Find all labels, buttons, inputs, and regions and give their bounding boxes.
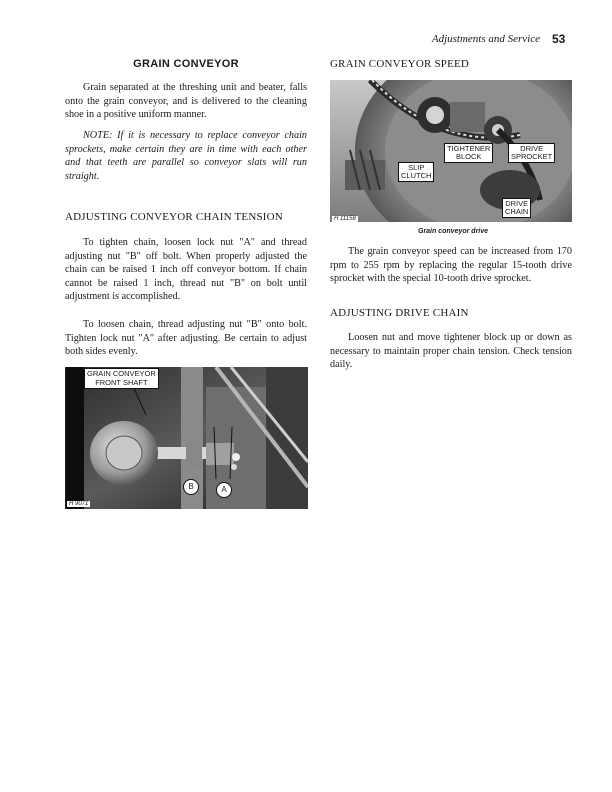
- tightener-block-callout: TIGHTENER BLOCK: [444, 143, 493, 163]
- conveyor-speed-heading: GRAIN CONVEYOR SPEED: [330, 58, 470, 70]
- running-head: Adjustments and Service: [431, 33, 540, 45]
- sprocket-note: NOTE: If it is necessary to replace conveyor chain sprockets, make certain they are in time with each other and that teeth are parallel so conveyor slats will run straight.: [65, 130, 307, 182]
- photo-1-figure-number: H 9071: [69, 501, 89, 507]
- page-number: 53: [552, 32, 566, 46]
- drive-chain-callout: DRIVE CHAIN: [502, 198, 531, 218]
- drive-chain-heading: ADJUSTING DRIVE CHAIN: [330, 307, 469, 319]
- drive-chain-paragraph: Loosen nut and move tightener block up or down as necessary to maintain proper chain tension. Check tension daily.: [330, 332, 572, 371]
- tighten-chain-paragraph: To tighten chain, loosen lock nut "A" and thread adjusting nut "B" off bolt. When properly adjusted the chain can be raised 1 inch off conveyor bottom. If chain cannot be raised 1 inch, thread nut "B" on bolt until adjustment is accomplished.: [65, 237, 307, 303]
- drive-sprocket-callout: DRIVE SPROCKET: [508, 143, 555, 163]
- conveyor-drive-caption: Grain conveyor drive: [418, 228, 489, 235]
- grain-conveyor-front-shaft-callout: GRAIN CONVEYOR FRONT SHAFT: [84, 368, 159, 389]
- chain-tension-heading: ADJUSTING CONVEYOR CHAIN TENSION: [65, 211, 283, 223]
- conveyor-speed-paragraph: The grain conveyor speed can be increased from 170 rpm to 255 rpm by replacing the regular 15-tooth drive sprocket with the special 10-tooth drive sprocket.: [330, 246, 572, 285]
- nut-b-label: B: [183, 479, 199, 495]
- grain-conveyor-paragraph: Grain separated at the threshing unit and beater, falls onto the grain conveyor, and is delivered to the cleaning shoe in a positive uniform manner.: [65, 82, 307, 121]
- grain-conveyor-heading: GRAIN CONVEYOR: [133, 58, 239, 70]
- photo-2-figure-number: H 11158: [334, 216, 356, 222]
- nut-a-label: A: [216, 482, 232, 498]
- loosen-chain-paragraph: To loosen chain, thread adjusting nut "B" onto bolt. Tighten lock nut "A" after adjusting. Be certain to adjust both sides evenly.: [65, 319, 307, 358]
- slip-clutch-callout: SLIP CLUTCH: [398, 162, 434, 182]
